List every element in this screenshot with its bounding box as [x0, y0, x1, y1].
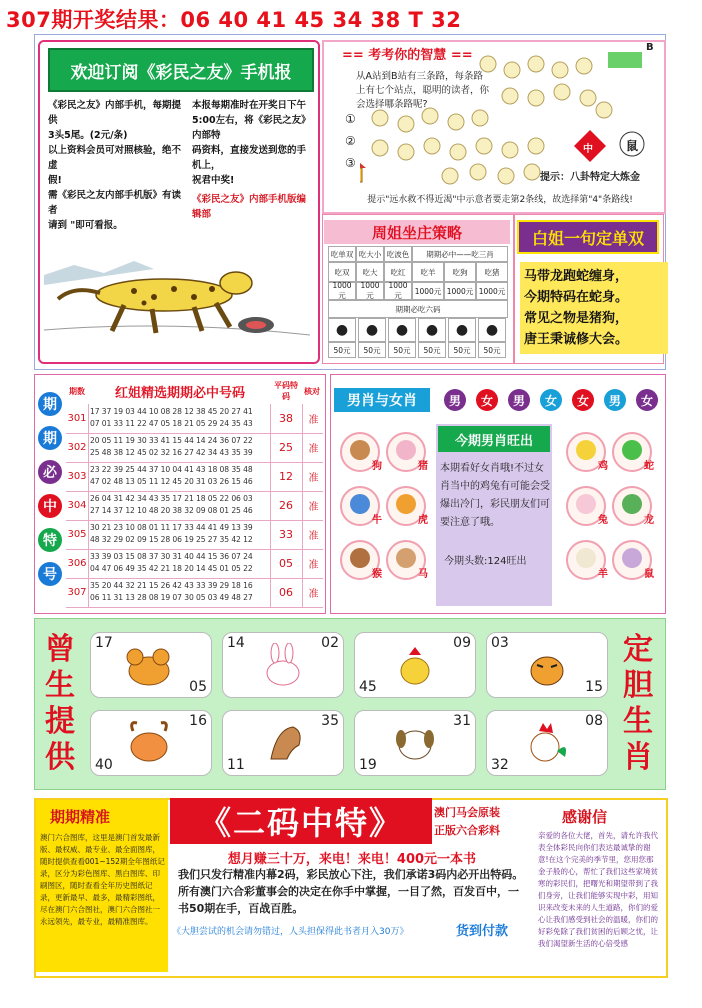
bai-title: 白姐一句定单双 [517, 220, 659, 254]
zhou-dot-4: ● [418, 318, 446, 342]
center-title: 《二码中特》 [170, 798, 432, 844]
zodiac-box-2: 14 02 [222, 632, 344, 698]
table-row: 301 17 37 19 03 44 10 08 28 12 38 45 20 27 41 07 01 33 11 22 47 05 18 21 05 29 24 35 43 38 准 [66, 404, 323, 434]
quiz-path-1: ① [345, 112, 356, 126]
quiz-label-b: B [646, 42, 654, 53]
side-char-6: 号 [38, 562, 62, 586]
zhou-row2-c4: 吃羊 [412, 262, 444, 282]
gender-circle-3: 男 [508, 389, 530, 411]
center-footer: 《大胆尝试的机会请勿错过，人头担保得此书者月入30万》 [172, 927, 409, 937]
animal-dragon: 龙 [612, 486, 652, 526]
quiz-title: == 考考你的智慧 == [342, 48, 473, 63]
zhou-dot-6: ● [478, 318, 506, 342]
zhou-row2-c1: 吃双 [328, 262, 356, 282]
zhou-row1-c3: 吃波色 [384, 246, 412, 262]
animal-ox: 牛 [340, 486, 380, 526]
table-row [66, 581, 323, 610]
side-char-2: 期 [38, 426, 62, 450]
zodiac-box-3: 09 45 [354, 632, 476, 698]
zhou-row3-c6: 1000元 [476, 282, 508, 300]
bottom-left-title: 期期精准 [50, 808, 111, 826]
zhou-row2-c5: 吃狗 [444, 262, 476, 282]
zhou-row3-c2: 1000元 [356, 282, 384, 300]
zhou-dot-1: ● [328, 318, 356, 342]
right-text: 亲爱的各位大佬，首先，请允许我代表全体彩民向你们表达最诚挚的谢意!在这个完美的季节里，您用您那金子般的心，帮忙了我们这些家境贫寒的彩民们，把曙光和期望带到了我们身旁，让我们能够实现中彩，用知识来改变未来的人生道路，你们的爱心让我们感受到社会的温暖，你们的好彩免除了我们贫困的后顾之忧，让我们渴望新生活的心倍受感 [538, 831, 658, 948]
quiz-center-tag: 中 [583, 144, 593, 155]
animal-rabbit: 兔 [566, 486, 606, 526]
table-head-code: 平码特码 [274, 381, 298, 401]
gender-circle-2: 女 [476, 389, 498, 411]
table-row: 305 30 21 23 10 08 01 11 17 33 44 41 49 13 39 48 32 29 02 09 15 28 06 19 25 27 35 42 12 33 准 [66, 520, 323, 550]
zhou-dot-3: ● [388, 318, 416, 342]
animal-rat: 鼠 [612, 540, 652, 580]
table-head-check: 核对 [304, 386, 320, 396]
table-row: 303 23 22 39 25 44 37 10 04 41 43 18 08 35 48 47 02 48 13 05 11 12 45 20 31 03 26 15 46 12 准 [66, 462, 323, 492]
zhou-row4: 期期必吃六码 [328, 300, 508, 318]
zhou-row3-c1: 1000元 [328, 282, 356, 300]
table-row: 307 35 20 44 32 21 15 26 42 43 33 39 29 18 16 06 11 31 13 28 08 19 07 30 05 03 49 48 27 06 准 [66, 578, 323, 608]
tiger-icon [519, 643, 575, 689]
chicken-icon [517, 717, 573, 767]
table-row: 302 20 05 11 19 30 33 41 15 44 14 24 36 07 22 25 48 38 12 45 02 32 16 27 42 34 43 35 39 25 准 [66, 433, 323, 463]
animal-dog: 狗 [340, 432, 380, 472]
quiz-hint: 提示"远水救不得近渴"中示意者要走第2条线，故选择第"4"条路线! [367, 195, 633, 205]
today-title: 今期男肖旺出 [438, 426, 550, 452]
table-head-title: 红姐精选期期必中号码 [114, 385, 245, 401]
quiz-path-2: ② [345, 134, 356, 148]
zhou-row3-c3: 1000元 [384, 282, 412, 300]
zodiac-box-1: 17 05 [90, 632, 212, 698]
today-text: 本期看好女肖哦!不过女肖当中的鸡兔有可能会受爆出冷门，彩民朋友们可要注意了哦。 [440, 463, 550, 528]
bai-poem: 马带龙跑蛇缠身， 今期特码在蛇身。 常见之物是猪狗， 唐王秉诚修大会。 [520, 262, 668, 354]
animal-tiger: 虎 [386, 486, 426, 526]
zhou-title: 周姐坐庄策略 [324, 220, 510, 244]
quiz-tip: 提示：八卦特定大炼金 [540, 172, 640, 183]
zhou-row2-c3: 吃红 [384, 262, 412, 282]
zhou-row1-c4: 期期必中——吃三肖 [412, 246, 508, 262]
zodiac-box-7: 31 19 [354, 710, 476, 776]
side-char-3: 必 [38, 460, 62, 484]
subscribe-col2: 本报每期准时在开奖日下午 5:00左右，将《彩民之友》内部特 码资料，直接发送到您的手机上， 祝君中奖! 《彩民之友》内部手机版编辑部 [192, 98, 314, 222]
ox-icon [121, 717, 177, 767]
side-char-5: 特 [38, 528, 62, 552]
subscribe-title: 欢迎订阅《彩民之友》手机报 [48, 48, 314, 92]
zodiac-box-5: 16 40 [90, 710, 212, 776]
zhou-row6-c4: 50元 [418, 342, 446, 358]
gender-circle-7: 女 [636, 389, 658, 411]
quiz-rat: 鼠 [626, 139, 639, 153]
rooster-icon [387, 643, 443, 689]
center-text: 我们只发行精准内幕2码，彩民放心下注，我们承诺3码内必开出特码。所有澳门六合彩董事会的决定在你手中掌握，一目了然，百发百中，一书50期在手，百战百胜。 [178, 868, 524, 915]
animal-snake: 蛇 [612, 432, 652, 472]
gender-circle-4: 女 [540, 389, 562, 411]
side-char-1: 期 [38, 392, 62, 416]
center-side-2: 正版六合彩料 [434, 824, 500, 837]
bottom-left-text: 澳门六合图库，这里是澳门首发最新版、最权威、最专业、最全面图库，随时提供查看001~152期全年图纸记录，区分为彩色图库、黑白图库、印刷图区，随时查看全年历史图纸记录，更新最早、最多，最精彩图纸，尽在澳门六合图社，澳门六合图社一永远领先，最专业，最精准图库。 [40, 833, 165, 926]
gender-circle-6: 男 [604, 389, 626, 411]
table-row: 306 33 39 03 15 08 37 30 31 40 44 15 36 07 24 04 47 06 49 35 42 21 18 20 14 45 01 05 22 05 准 [66, 549, 323, 579]
zhou-row6-c3: 50元 [388, 342, 416, 358]
zhou-row2-c6: 吃猪 [476, 262, 508, 282]
quiz-path-3: ③ [345, 156, 356, 170]
zhou-dot-2: ● [358, 318, 386, 342]
side-char-4: 中 [38, 494, 62, 518]
zhou-row1-c1: 吃单双 [328, 246, 356, 262]
pay-tag: 货到付款 [456, 924, 509, 939]
center-side-1: 澳门马会原装 [434, 806, 500, 819]
quiz-question: 从A站到B站有三条路，每条路上有七个站点，聪明的读者，你会选择哪条路呢? [356, 71, 490, 110]
zodiac-box-8: 08 32 [486, 710, 608, 776]
rat-icon [121, 643, 177, 689]
right-title: 感谢信 [562, 808, 608, 826]
subscribe-col1: 《彩民之友》内部手机，每期提供 3头5尾。(2元/条) 以上资料会员可对照核验，绝不虚 假! 需《彩民之友内部手机版》有读者 请到 "即可看报。 [48, 100, 182, 231]
zhou-row6-c5: 50元 [448, 342, 476, 358]
zhou-dot-5: ● [448, 318, 476, 342]
head-count: 今期头数:124旺出 [444, 556, 527, 567]
quiz-maze-illustration [360, 48, 658, 188]
animal-pig: 猪 [386, 432, 426, 472]
zodiac-left-text: 曾 生 提 供 [45, 632, 75, 775]
center-slogan: 想月赚三十万，来电！来电！400元一本书 [227, 852, 477, 867]
zodiac-right-text: 定 胆 生 肖 [623, 632, 653, 775]
zhou-row1-c2: 吃大小 [356, 246, 384, 262]
animal-goat: 羊 [566, 540, 606, 580]
zhou-row3-c5: 1000元 [444, 282, 476, 300]
animal-horse: 马 [386, 540, 426, 580]
rabbit-icon [255, 643, 311, 689]
horse-icon [257, 719, 313, 767]
animal-rooster: 鸡 [566, 432, 606, 472]
leopard-illustration [44, 225, 310, 345]
animal-monkey: 猴 [340, 540, 380, 580]
zhou-row3-c4: 1000元 [412, 282, 444, 300]
table-row: 304 26 04 31 42 34 43 35 17 21 18 05 22 06 03 27 14 37 12 10 48 20 38 32 09 08 01 25 46 26 准 [66, 491, 323, 521]
zhou-row6-c6: 50元 [478, 342, 506, 358]
zhou-row6-c1: 50元 [328, 342, 356, 358]
gender-title: 男肖与女肖 [334, 388, 430, 412]
zhou-row6-c2: 50元 [358, 342, 386, 358]
dog-icon [387, 719, 443, 767]
zhou-row2-c2: 吃大 [356, 262, 384, 282]
gender-circle-1: 男 [444, 389, 466, 411]
zodiac-box-6: 11 35 [222, 710, 344, 776]
gender-circle-5: 女 [572, 389, 594, 411]
table-head-issue: 期数 [69, 386, 85, 396]
result-headline: 307期开奖结果：06 40 41 45 34 38 T 32 [6, 8, 462, 32]
subscribe-signature: 《彩民之友》内部手机版编辑部 [192, 194, 307, 220]
zodiac-box-4: 03 15 [486, 632, 608, 698]
